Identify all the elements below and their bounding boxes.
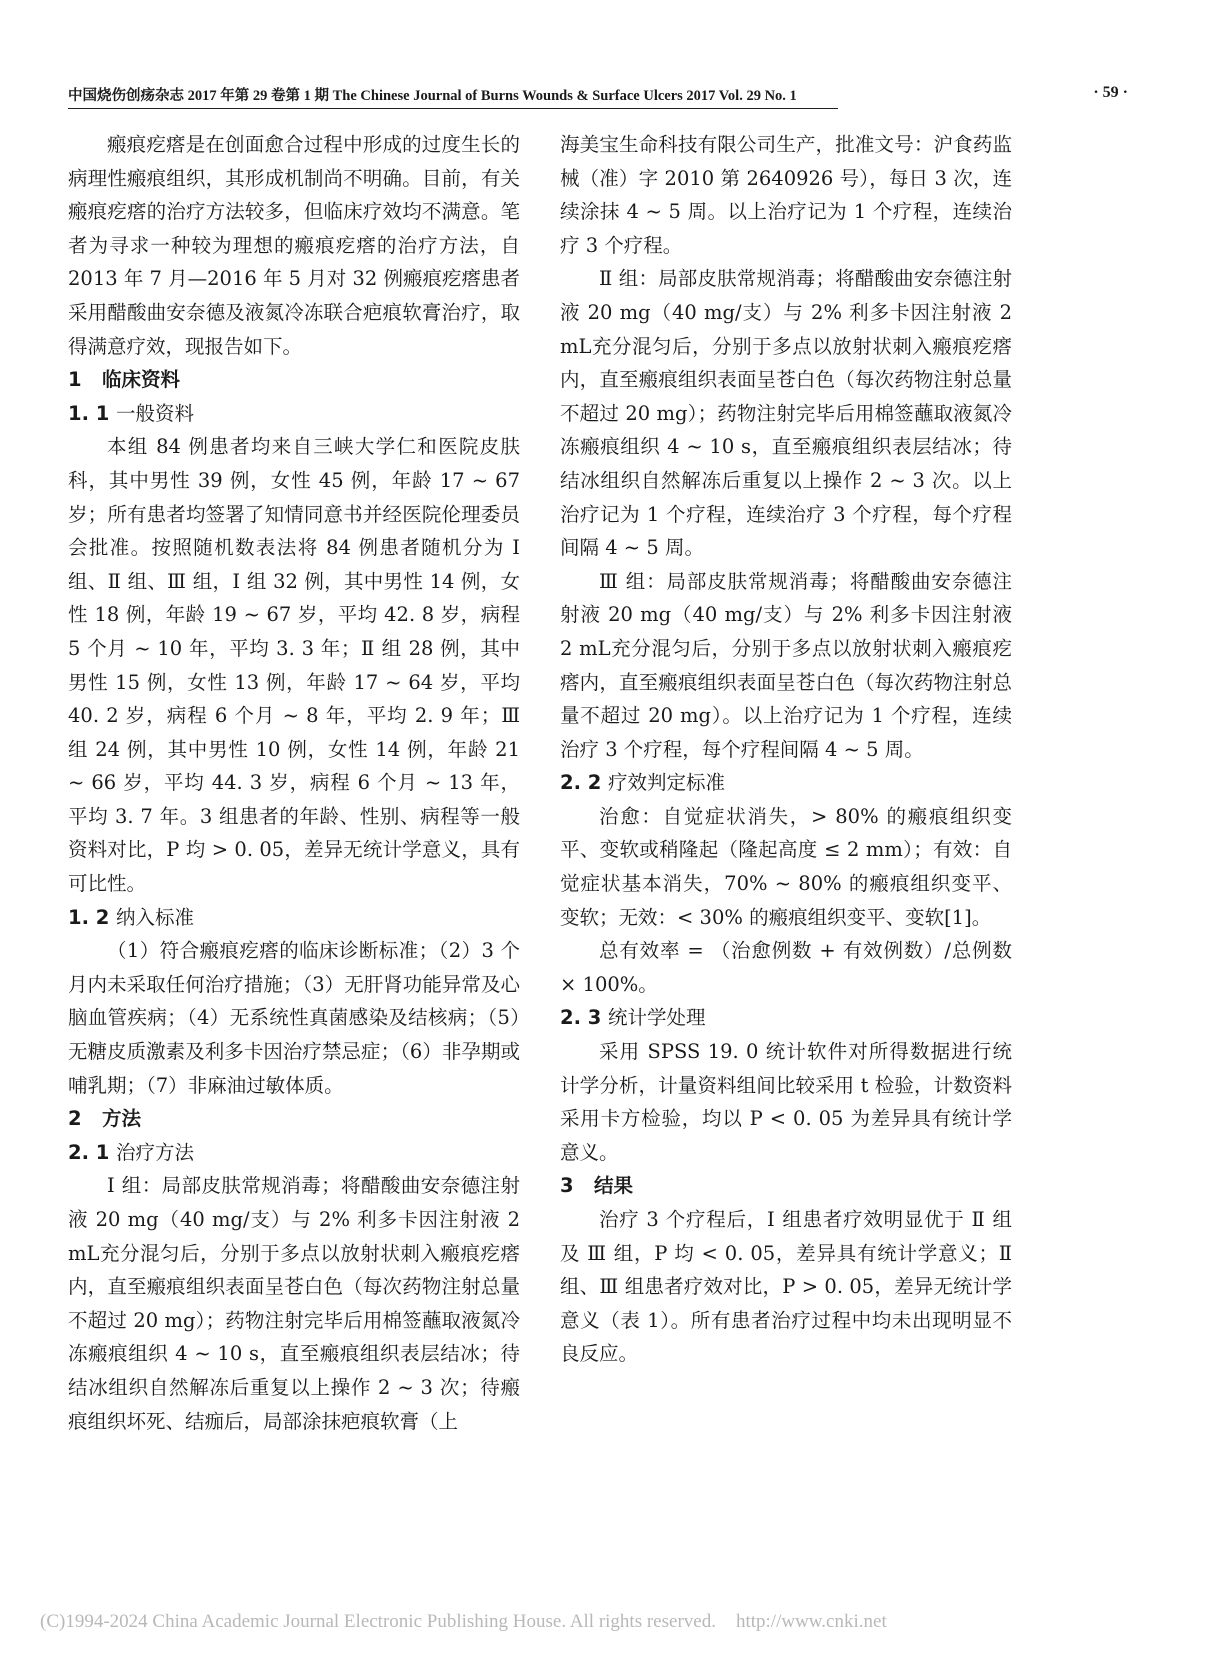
section-title: 结果: [594, 1174, 634, 1198]
footer-url[interactable]: http://www.cnki.net: [735, 1611, 887, 1632]
group-2-treatment-paragraph: Ⅱ 组：局部皮肤常规消毒；将醋酸曲安奈德注射液 20 mg（40 mg/支）与 2% 利多卡因注射液 2 mL充分混匀后，分别于多点以放射状刺入瘢痕疙瘩内，直至瘢痕组织表面呈苍白色（每次药物注射总量不超过 20 mg）；药物注射完毕后用棉签蘸取液氮冷冻瘢痕组织 4 ~ 10 s，直至瘢痕组织表层结冰；待结冰组织自然解冻后重复以上操作 2 ~ 3 次。以上治疗记为 1 个疗程，连续治疗 3 个疗程，每个疗程间隔 4 ~ 5 周。: [560, 267, 1012, 560]
section-number: 2: [68, 1107, 82, 1131]
efficacy-formula: 总有效率 = （治愈例数 + 有效例数）/总例数 × 100%。: [560, 939, 1012, 996]
section-2-3-heading: [560, 1001, 1012, 1035]
efficacy-criteria-paragraph: 治愈：自觉症状消失，> 80% 的瘢痕组织变平、变软或稍隆起（隆起高度 ≤ 2 mm）；有效：自觉症状基本消失，70% ~ 80% 的瘢痕组织变平、变软；无效：< 30% 的瘢痕组织变平、变软[1]。: [560, 804, 1012, 929]
section-title: 疗效判定标准: [608, 771, 726, 795]
section-title: 临床资料: [102, 368, 181, 392]
section-title: 治疗方法: [116, 1140, 195, 1164]
page-number: · 59 ·: [1093, 84, 1128, 101]
section-number: 2. 1: [68, 1140, 110, 1164]
journal-citation: 中国烧伤创疡杂志 2017 年第 29 卷第 1 期 The Chinese Journal of Burns Wounds & Surface Ulcers 2017 Vol. 29 No. 1: [68, 88, 797, 104]
section-1-1-heading: [68, 397, 520, 431]
section-1-2-heading: [68, 901, 520, 935]
copyright-footer: [40, 1611, 1180, 1633]
running-header: [68, 84, 1128, 108]
section-title: 方法: [102, 1107, 142, 1131]
group-1-treatment-paragraph: Ⅰ 组：局部皮肤常规消毒；将醋酸曲安奈德注射液 20 mg（40 mg/支）与 2% 利多卡因注射液 2 mL充分混匀后，分别于多点以放射状刺入瘢痕疙瘩内，直至瘢痕组织表面呈苍白色（每次药物注射总量不超过 20 mg）；药物注射完毕后用棉签蘸取液氮冷冻瘢痕组织 4 ~ 10 s，直至瘢痕组织表层结冰；待结冰组织自然解冻后重复以上操作 2 ~ 3 次；待瘢痕组织坏死、结痂后，局部涂抹疤痕软膏（上: [68, 1174, 520, 1433]
group-1-continued-paragraph: 海美宝生命科技有限公司生产，批准文号：沪食药监械（准）字 2010 第 2640926 号），每日 3 次，连续涂抹 4 ~ 5 周。以上治疗记为 1 个疗程，连续治疗 3 个疗程。: [560, 133, 1012, 257]
inclusion-criteria-paragraph: （1）符合瘢痕疙瘩的临床诊断标准；（2）3 个月内未采取任何治疗措施；（3）无肝肾功能异常及心脑血管疾病；（4）无系统性真菌感染及结核病；（5）无糖皮质激素及利多卡因治疗禁忌症；（6）非孕期或哺乳期；（7）非麻油过敏体质。: [68, 939, 520, 1097]
general-data-paragraph: 本组 84 例患者均来自三峡大学仁和医院皮肤科，其中男性 39 例，女性 45 例，年龄 17 ~ 67 岁；所有患者均签署了知情同意书并经医院伦理委员会批准。按照随机数表法将 84 例患者随机分为 Ⅰ 组、Ⅱ 组、Ⅲ 组，Ⅰ 组 32 例，其中男性 14 例，女性 18 例，年龄 19 ~ 67 岁，平均 42. 8 岁，病程 5 个月 ~ 10 年，平均 3. 3 年；Ⅱ 组 28 例，其中男性 15 例，女性 13 例，年龄 17 ~ 64 岁，平均 40. 2 岁，病程 6 个月 ~ 8 年，平均 2. 9 年；Ⅲ 组 24 例，其中男性 10 例，女性 14 例，年龄 21 ~ 66 岁，平均 44. 3 岁，病程 6 个月 ~ 13 年，平均 3. 7 年。3 组患者的年龄、性别、病程等一般资料对比，P 均 > 0. 05，差异无统计学意义，具有可比性。: [68, 435, 520, 896]
section-1-heading: [68, 363, 520, 397]
section-title: 一般资料: [116, 401, 195, 425]
section-number: 3: [560, 1174, 574, 1198]
section-number: 1: [68, 368, 82, 392]
right-column: [560, 128, 1012, 1371]
group-3-treatment-paragraph: Ⅲ 组：局部皮肤常规消毒；将醋酸曲安奈德注射液 20 mg（40 mg/支）与 2% 利多卡因注射液 2 mL充分混匀后，分别于多点以放射状刺入瘢痕疙瘩内，直至瘢痕组织表面呈苍白色（每次药物注射总量不超过 20 mg）。以上治疗记为 1 个疗程，连续治疗 3 个疗程，每个疗程间隔 4 ~ 5 周。: [560, 569, 1012, 761]
section-number: 2. 3: [560, 1006, 602, 1030]
section-2-heading: [68, 1102, 520, 1136]
left-column: [68, 128, 520, 1438]
section-title: 纳入标准: [116, 905, 195, 929]
copyright-text: (C)1994-2024 China Academic Journal Electronic Publishing House. All rights reserved.: [40, 1611, 716, 1632]
section-2-2-heading: [560, 766, 1012, 800]
header-rule: [68, 108, 838, 109]
intro-paragraph: 瘢痕疙瘩是在创面愈合过程中形成的过度生长的病理性瘢痕组织，其形成机制尚不明确。目前，有关瘢痕疙瘩的治疗方法较多，但临床疗效均不满意。笔者为寻求一种较为理想的瘢痕疙瘩的治疗方法，自 2013 年 7 月—2016 年 5 月对 32 例瘢痕疙瘩患者采用醋酸曲安奈德及液氮冷冻联合疤痕软膏治疗，取得满意疗效，现报告如下。: [68, 133, 520, 358]
section-number: 1. 1: [68, 401, 110, 425]
section-2-1-heading: [68, 1136, 520, 1170]
section-number: 1. 2: [68, 905, 110, 929]
section-3-heading: [560, 1169, 1012, 1203]
section-number: 2. 2: [560, 771, 602, 795]
statistics-paragraph: 采用 SPSS 19. 0 统计软件对所得数据进行统计学分析，计量资料组间比较采用 t 检验，计数资料采用卡方检验，均以 P < 0. 05 为差异具有统计学意义。: [560, 1040, 1012, 1164]
section-title: 统计学处理: [608, 1006, 706, 1030]
results-paragraph: 治疗 3 个疗程后，Ⅰ 组患者疗效明显优于 Ⅱ 组及 Ⅲ 组，P 均 < 0. 05，差异具有统计学意义；Ⅱ 组、Ⅲ 组患者疗效对比，P > 0. 05，差异无统计学意义（表 1）。所有患者治疗过程中均未出现明显不良反应。: [560, 1208, 1012, 1366]
